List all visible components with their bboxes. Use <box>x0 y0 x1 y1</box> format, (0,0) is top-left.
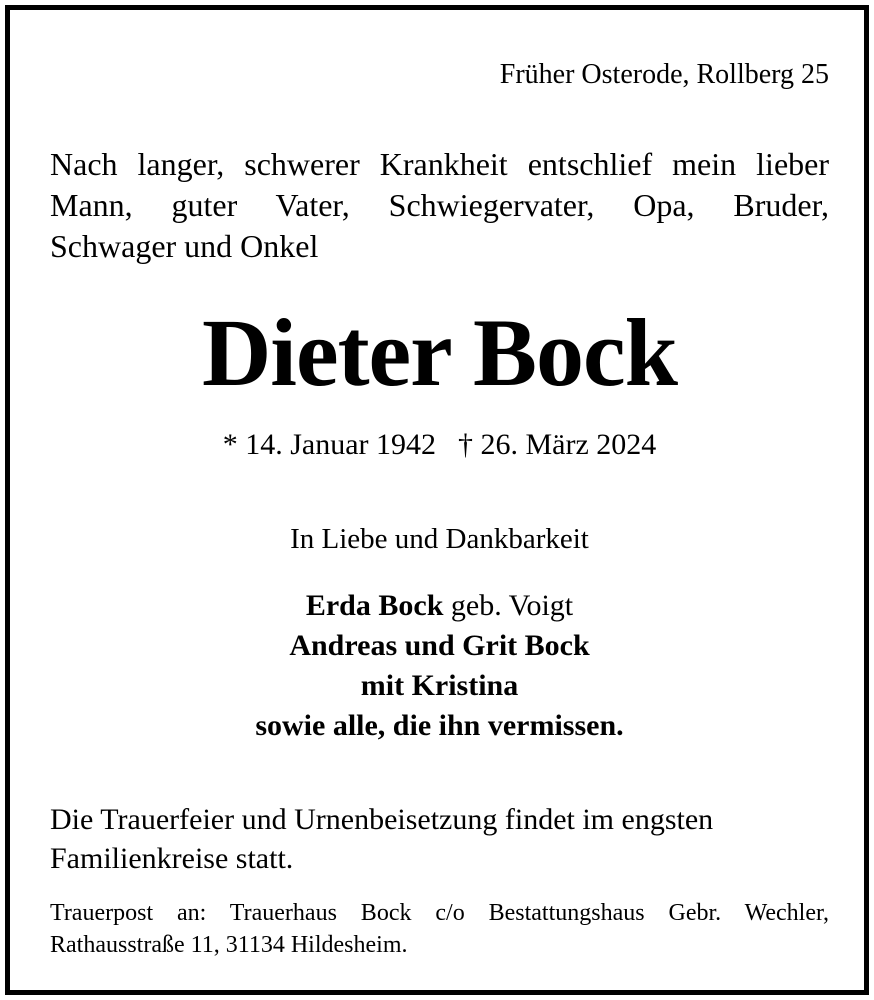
obituary-frame <box>5 5 869 995</box>
mail-address <box>50 897 829 961</box>
intro-line: Schwager und Onkel <box>50 228 319 264</box>
mourner-grandchild: mit Kristina <box>360 669 519 702</box>
mourner-spouse <box>50 586 829 626</box>
mourner-children: Andreas und Grit Bock <box>289 629 590 662</box>
obituary-content <box>50 10 829 990</box>
mail-line: Rathausstraße 11, 31134 Hildesheim. <box>50 932 408 958</box>
mourners-block <box>50 586 829 746</box>
love-line: In Liebe und Dankbarkeit <box>290 523 589 555</box>
spouse-maiden-name: geb. Voigt <box>443 589 574 622</box>
ceremony-line: Die Trauerfeier und Urnenbeisetzung findet im engsten <box>50 803 714 836</box>
deceased-name: Dieter Bock <box>201 299 678 406</box>
spouse-name: Erda Bock <box>305 589 444 622</box>
ceremony-text <box>50 800 829 878</box>
mourner-others: sowie alle, die ihn vermissen. <box>255 709 624 742</box>
ceremony-line: Familienkreise statt. <box>50 842 294 875</box>
mail-line: Trauerpost an: Trauerhaus Bock c/o Bestattungshaus Gebr. Wechler, <box>50 900 829 926</box>
birth-date: * 14. Januar 1942 <box>222 428 436 461</box>
life-dates <box>50 426 829 464</box>
former-address: Früher Osterode, Rollberg 25 <box>499 59 829 90</box>
intro-line: Nach langer, schwerer Krankheit entschlief mein lieber <box>50 146 829 182</box>
death-date: † 26. März 2024 <box>458 428 657 461</box>
intro-text <box>50 144 829 267</box>
intro-line: Mann, guter Vater, Schwiegervater, Opa, Bruder, <box>50 187 829 223</box>
